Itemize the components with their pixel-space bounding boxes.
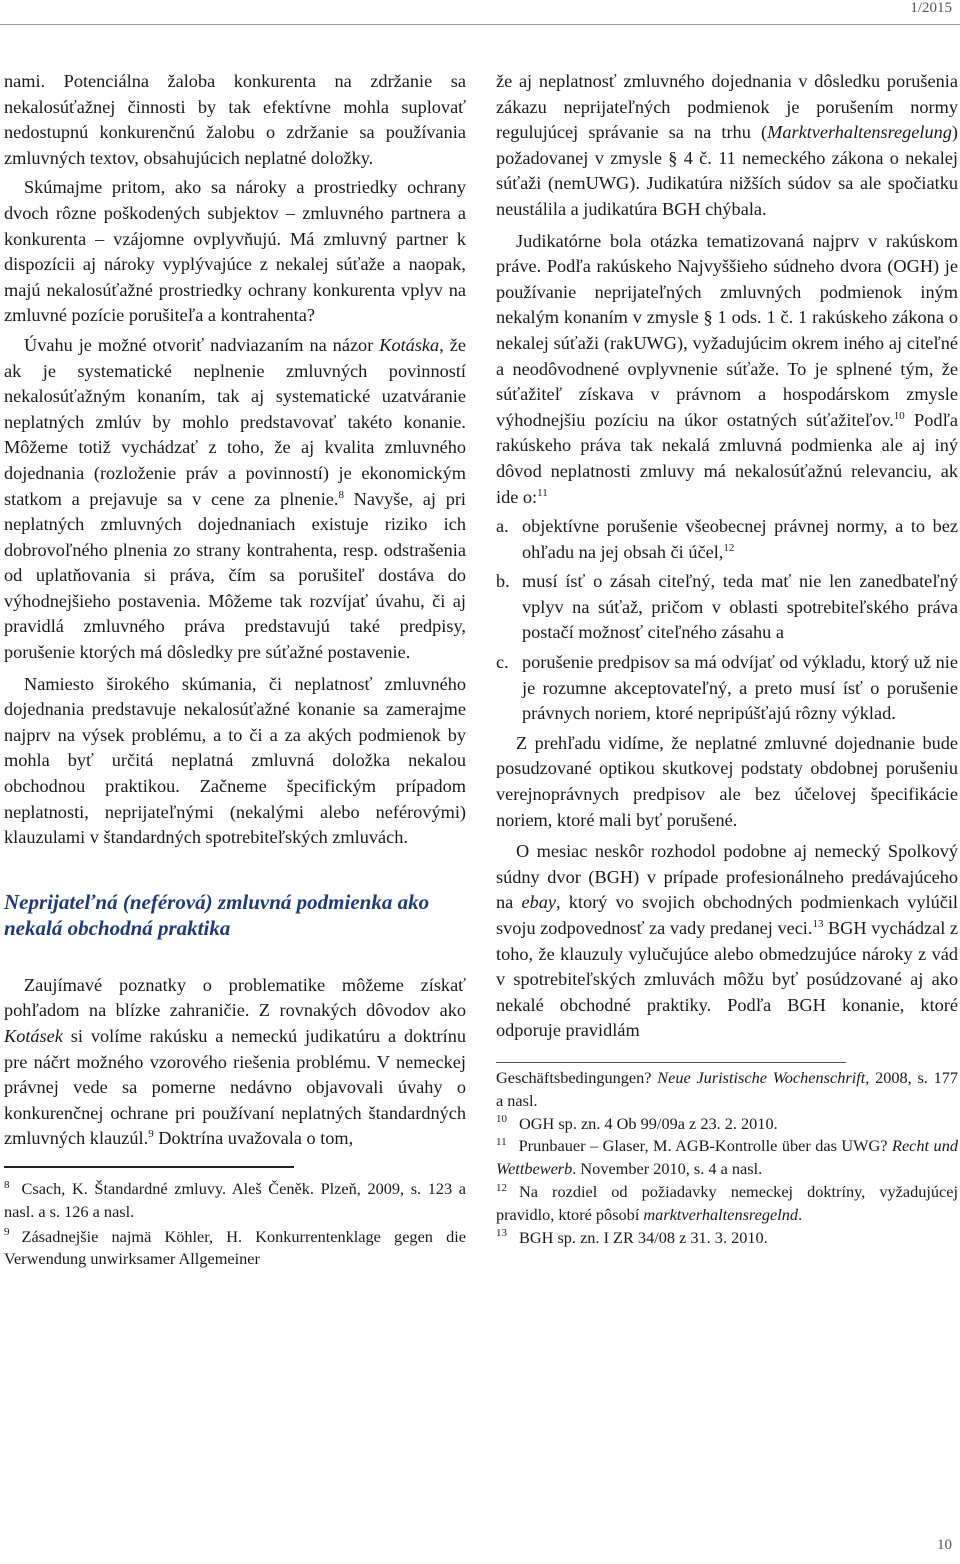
list-item: c. porušenie predpisov sa má odvíjať od výkladu, ktorý už nie je rozumne akceptovateľný, a preto musí ísť o porušenie právnych noriem, ktoré nepripúšťajú rôzny výklad. (496, 652, 958, 724)
right-column (496, 69, 958, 1249)
paragraph: Namiesto širokého skúmania, či neplatnosť zmluvného dojednania predstavuje nekalosúťažné konanie sa zamerajme najprv na výsek problému, a to či a za akých podmienok by mohla byť určitá neplatná zmluvná doložka nekalou obchodnou praktikou. Začneme špecifickým prípadom neplatnosti, neprijateľnými (nekalými alebo neférovými) klauzulami v štandardných spotrebiteľských zmluvách. (4, 673, 466, 848)
list-item: b. musí ísť o zásah citeľný, teda mať nie len zanedbateľný vplyv na súťaž, pričom v oblasti spotrebiteľského práva postačí možnosť citeľného zásahu a (496, 571, 958, 643)
footnote-12: $^{12}$ Na rozdiel od požiadavky nemeckej doktríny, vyžadujúcej pravidlo, ktoré pôsobí marktverhaltensregelnd. (496, 1181, 958, 1224)
paragraph: O mesiac neskôr rozhodol podobne aj nemecký Spolkový súdny dvor (BGH) v prípade profesionálneho predávajúceho na ebay, ktorý vo svojich obchodných podmienkach vylúčil svoju zodpovednosť za vady predanej veci.$^{13}$ BGH vychádzal z toho, že klauzuly vylučujúce alebo obmedzujúce nároky z vád v spotrebiteľských zmluvách môžu byť posúdzované aj ako nekalé obchodné praktiky. Podľa BGH konanie, ktoré odporuje pravidlám (496, 841, 958, 1041)
paragraph: nami. Potenciálna žaloba konkurenta na zdržanie sa nekalosúťažnej činnosti by tak efektívne mohla suplovať nedostupnú konkurenčnú žalobu o zdržanie sa používania zmluvných textov, obsahujúcich neplatné doložky. (4, 71, 466, 168)
paragraph: Úvahu je možné otvoriť nadviazaním na názor Kotáska, že ak je systematické neplnenie zmluvných povinností nekalosúťažným konaním, tak aj systematické uzatváranie neplatných zmlúv by mohlo predstavovať takéto konanie. Môžeme totiž vychádzať z toho, že aj kvalita zmluvného dojednania (rozloženie práv a povinností) je ekonomickým statkom a prejavuje sa v cene za plnenie.$^8$ Navyše, aj pri neplatných zmluvných dojednaniach existuje riziko ich dobrovoľného plnenia zo strany kontrahenta, resp. odstrašenia od uplatňovania si práva, čím sa porušiteľ dostáva do výhodnejšieho postavenia. Môžeme tak rozvíjať úvahu, či aj pravidlá zmluvného práva predstavujú také predpisy, porušenie ktorých má dôsledky pre súťažné postavenie. (4, 334, 467, 663)
criteria-list (496, 514, 958, 727)
footnote-rule (496, 1062, 846, 1063)
footnote-ref[interactable]: 8 (338, 488, 344, 501)
footnote-ref[interactable]: 12 (723, 541, 735, 554)
paragraph: Z prehľadu vidíme, že neplatné zmluvné dojednanie bude posudzované optikou skutkovej podstaty obdobnej porušeniu verejnoprávnych predpisov ale bez účelovej špecifikácie noriem, ktoré mali byť porušené. (496, 732, 958, 830)
list-item: a. objektívne porušenie všeobecnej právnej normy, a to bez ohľadu na jej obsah či účel,$^{12}$ (496, 516, 958, 562)
paragraph: že aj neplatnosť zmluvného dojednania v dôsledku porušenia zákazu neprijateľných podmienok je porušením normy regulujúcej správanie sa na trhu (Marktverhaltensregelung) požadovanej v zmysle § 4 č. 11 nemeckého zákona o nekalej súťaži (nemUWG). Judikatúra nižších súdov sa ale spočiatku neustálila a judikatúra BGH chýbala. (496, 71, 958, 219)
issue-number: 1/2015 (910, 0, 952, 16)
paragraph: Skúmajme pritom, ako sa nároky a prostriedky ochrany dvoch rôzne poškodených subjektov – zmluvného partnera a konkurenta – vzájomne ovplyvňujú. Má zmluvný partner k dispozícii aj nároky vyplývajúce z nekalej súťaže a naopak, majú nekalosúťažné prostriedky ochrany konkurenta vplyv na zmluvné pozície porušiteľa a kontrahenta? (4, 177, 466, 326)
footnote-rule (4, 1166, 294, 1168)
footnote-ref[interactable]: 9 (148, 1128, 154, 1141)
footnote-11: $^{11}$ Prunbauer – Glaser, M. AGB-Kontrolle über das UWG? Recht und Wettbewerb. November 2010, s. 4 a nasl. (496, 1135, 958, 1179)
paragraph: Zaujímavé poznatky o problematike môžeme získať pohľadom na blízke zahraničie. Z rovnakých dôvodov ako Kotásek si volíme rakúsku a nemeckú judikatúru a doktrínu pre náčrt možného vzorového riešenia problému. V nemeckej právnej vede sa pomerne nedávno objavovali úvahy o konkurenčnej ochrane pri používaní neplatných štandardných zmluvných klauzúl.$^9$ Doktrína uvažovala o tom, (4, 974, 466, 1149)
header-rule (0, 24, 960, 25)
section-heading: Neprijateľná (neférová) zmluvná podmienka ako nekalá obchodná praktika (4, 889, 430, 940)
footnote-ref[interactable]: 13 (812, 917, 824, 930)
paragraph: Judikatórne bola otázka tematizovaná najprv v rakúskom práve. Podľa rakúskeho Najvyššieho súdneho dvora (OGH) je používanie neprijateľných zmluvných podmienok iným nekalým konaním v zmysle § 1 ods. 1 č. 1 rakúskeho zákona o nekalej súťaži (rakUWG), vyžadujúcim okrem iného aj citeľné a neodôvodnené ovplyvnenie súťaže. To je splnené tým, že súťažiteľ získava v právnom a hospodárskom zmysle výhodnejšiu pozíciu na úkor ostatných súťažiteľov.$^{10}$ Podľa rakúskeho práva tak nekalá zmluvná podmienka ale aj iný dôvod neplatnosti zmluvy má nekalosúťažnú relevanciu, ak ide o:$^{11}$ (496, 230, 959, 507)
footnote-8: $^8$ Csach, K. Štandardné zmluvy. Aleš Čeněk. Plzeň, 2009, s. 123 a nasl. a s. 126 a nasl. (4, 1178, 466, 1221)
footnote-ref[interactable]: 10 (893, 409, 905, 422)
footnote-10: $^{10}$ OGH sp. zn. 4 Ob 99/09a z 23. 2. 2010. (496, 1113, 778, 1133)
left-column (4, 69, 466, 1271)
footnote-ref[interactable]: 11 (537, 486, 548, 499)
footnote-13: $^{13}$ BGH sp. zn. I ZR 34/08 z 31. 3. 2010. (496, 1227, 768, 1247)
page-number: 10 (937, 1537, 952, 1553)
footnote-continued: Geschäftsbedingungen? Neue Juristische Wochenschrift, 2008, s. 177 a nasl. (496, 1067, 959, 1110)
footnote-9: $^9$ Zásadnejšie najmä Köhler, H. Konkurrentenklage gegen die Verwendung unwirksamer Allgemeiner (4, 1226, 466, 1269)
page-header (0, 0, 960, 24)
